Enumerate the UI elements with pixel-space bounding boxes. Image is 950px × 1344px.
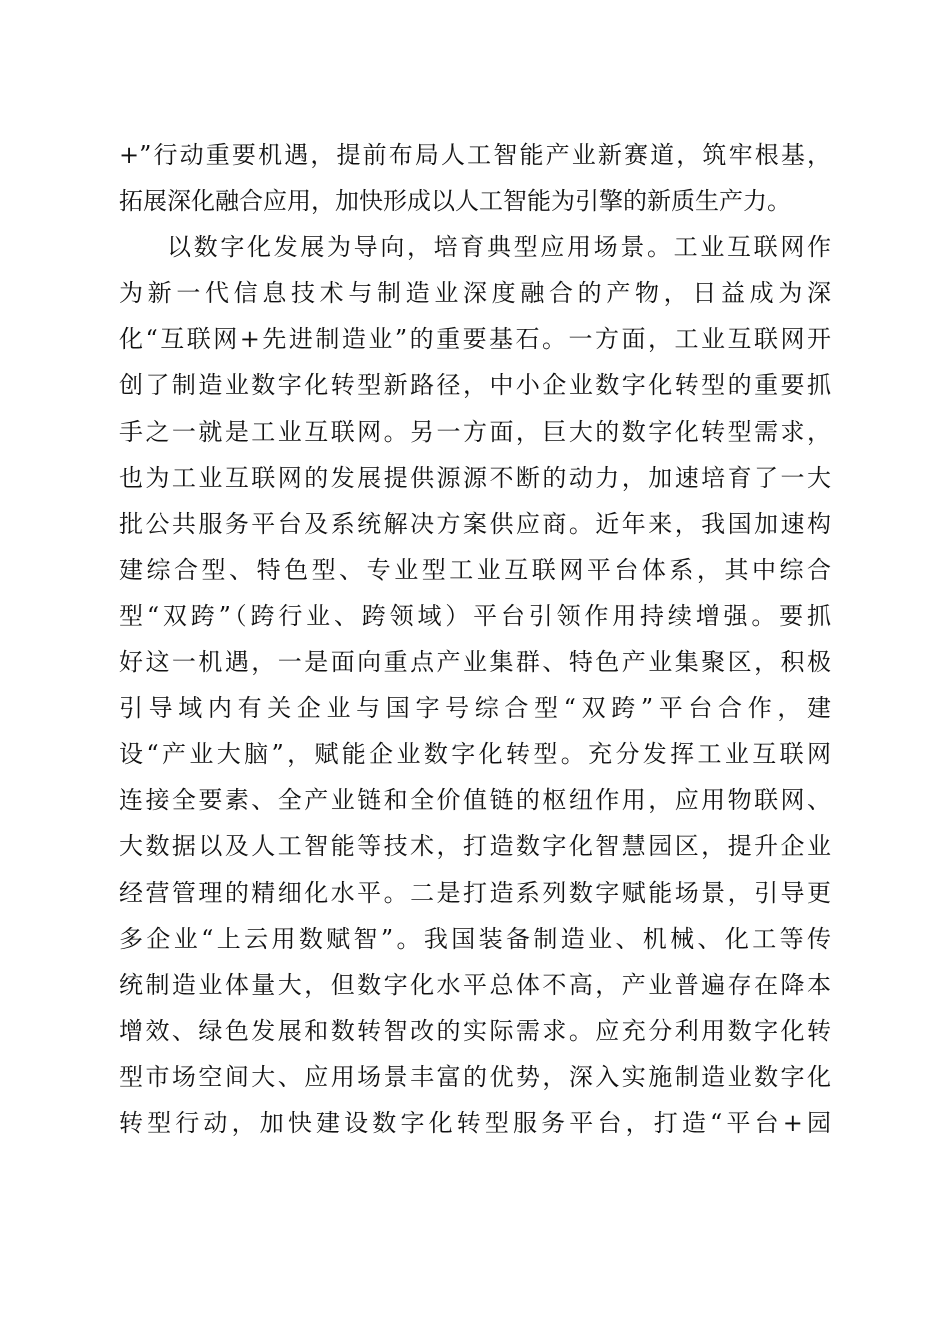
- text-line: +”行动重要机遇，提前布局人工智能产业新赛道，筑牢根基，: [119, 141, 831, 169]
- text-line: 创了制造业数字化转型新路径，中小企业数字化转型的重要抓: [119, 371, 831, 400]
- text-line: 为新一代信息技术与制造业深度融合的产物，日益成为深: [119, 279, 831, 308]
- text-line: 经营管理的精细化水平。二是打造系列数字赋能场景，引导更: [119, 878, 831, 907]
- text-line: 多企业“上云用数赋智”。我国装备制造业、机械、化工等传: [119, 924, 831, 953]
- text-line: 型“双跨”（跨行业、跨领域）平台引领作用持续增强。要抓: [119, 601, 831, 630]
- text-line: 型市场空间大、应用场景丰富的优势，深入实施制造业数字化: [119, 1062, 831, 1091]
- text-line: 拓展深化融合应用，加快形成以人工智能为引擎的新质生产力。: [119, 187, 791, 216]
- paragraph-first-line: 以数字化发展为导向，培育典型应用场景。工业互联网作: [167, 233, 831, 262]
- text-line: 化“互联网+先进制造业”的重要基石。一方面，工业互联网开: [119, 325, 831, 354]
- text-line: 批公共服务平台及系统解决方案供应商。近年来，我国加速构: [119, 509, 831, 538]
- text-line: 好这一机遇，一是面向重点产业集群、特色产业集聚区，积极: [119, 648, 831, 677]
- text-line: 统制造业体量大，但数字化水平总体不高，产业普遍存在降本: [119, 970, 831, 999]
- body-text: [119, 132, 831, 1146]
- text-line: 也为工业互联网的发展提供源源不断的动力，加速培育了一大: [119, 463, 831, 492]
- text-line: 手之一就是工业互联网。另一方面，巨大的数字化转型需求，: [119, 417, 831, 446]
- text-line: 增效、绿色发展和数转智改的实际需求。应充分利用数字化转: [119, 1016, 831, 1045]
- text-line: 连接全要素、全产业链和全价值链的枢纽作用，应用物联网、: [119, 786, 831, 815]
- text-line: 转型行动，加快建设数字化转型服务平台，打造“平台+园: [119, 1108, 831, 1137]
- text-line: 建综合型、特色型、专业型工业互联网平台体系，其中综合: [119, 555, 831, 584]
- text-line: 设“产业大脑”，赋能企业数字化转型。充分发挥工业互联网: [119, 740, 831, 769]
- text-line: 引导域内有关企业与国字号综合型“双跨”平台合作，建: [119, 694, 831, 723]
- text-line: 大数据以及人工智能等技术，打造数字化智慧园区，提升企业: [119, 832, 831, 861]
